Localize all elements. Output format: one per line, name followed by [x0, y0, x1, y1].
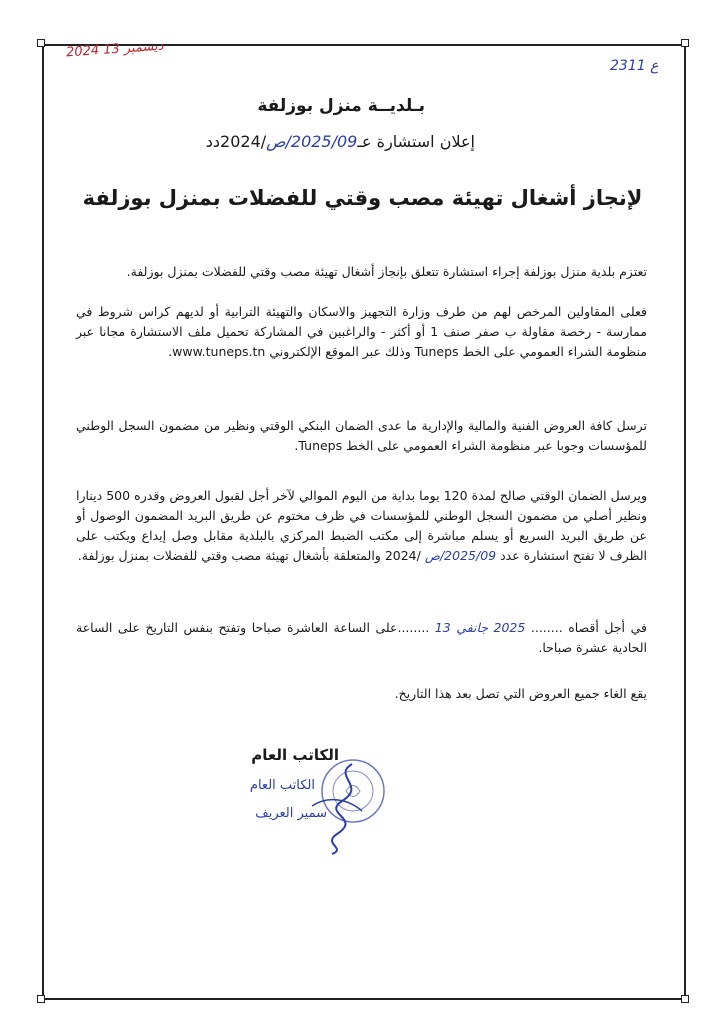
deadline-text-end: ........على الساعة العاشرة صباحا وتفتح بنفس التاريخ على الساعة الحادية عشرة صباحا.: [76, 620, 647, 655]
guarantee-text: ويرسل الضمان الوقتي صالح لمدة 120 يوما بداية من اليوم الموالي لآخر أجل لقبول العروض وقدره 500 دينارا ونظير أصلي من مضمون السجل الوطني للمؤسسات في ظرف مختوم عن طريق البريد المضمون الوصول أو عن طريق البريد السريع أو يسلم مباشرة إلى مكتب الضبط المركزي بالبلدية مقابل وصل إيداع ويكتب على الظرف لا تفتح استشارة عدد: [76, 488, 648, 563]
deadline-handwritten-date: 2025 جانفي 13: [434, 620, 526, 635]
signature-stamp-title: الكاتب العام: [249, 778, 315, 793]
deadline-text: في أجل أقصاه ........: [530, 620, 647, 635]
paragraph-intro: تعتزم بلدية منزل بوزلفة إجراء استشارة تتعلق بإنجاز أشغال تهيئة مصب وقتي للفضلات بمنزل بوزلفة.: [126, 264, 647, 279]
border-corner-tr: [681, 39, 689, 47]
guarantee-text-end: /2024 والمتعلقة بأشغال تهيئة مصب وقتي للفضلات بمنزل بوزلفة.: [77, 548, 421, 563]
paragraph-submission: ترسل كافة العروض الفنية والمالية والإدارية ما عدى الضمان البنكي الوقتي ونظير من مضمون السجل الوطني للمؤسسات وجوبا عبر منظومة الشراء العمومي على الخط Tuneps.: [76, 418, 647, 453]
signature-stamp-name: سمير العريف: [255, 806, 327, 821]
received-date-stamp: 2024 ديسمبر 13: [65, 38, 164, 61]
handwritten-signature-icon: [292, 756, 382, 856]
paragraph-eligibility: فعلى المقاولين المرخص لهم من طرف وزارة التجهيز والاسكان والتهيئة الترابية أو لديهم كراس شروط في ممارسة - رخصة مقاولة ب صفر صنف 1 أو أكثر - والراغبين في المشاركة تحميل ملف الاستشارة مجانا عبر منظومة الشراء العمومي على الخط Tuneps وذلك عبر الموقع الإلكتروني www.tuneps.tn.: [76, 304, 648, 359]
border-corner-tl: [37, 39, 45, 47]
border-corner-br: [681, 995, 689, 1003]
notice-number: [206, 132, 475, 151]
paragraph-guarantee: [76, 486, 647, 566]
guarantee-handwritten-number: 2025/09/ص: [424, 548, 497, 563]
paragraph-deadline: [76, 618, 647, 658]
document-title: لإنجاز أشغال تهيئة مصب وقتي للفضلات بمنزل بوزلفة: [82, 186, 643, 210]
registration-number: 2311 ع: [610, 58, 659, 74]
border-corner-bl: [37, 995, 45, 1003]
signer-title: الكاتب العام: [251, 746, 339, 764]
notice-handwritten-number: 2025/09/ص: [266, 132, 358, 151]
paragraph-cancellation: يقع الغاء جميع العروض التي تصل بعد هذا التاريخ.: [394, 686, 647, 701]
notice-label: إعلان استشارة عـ: [357, 132, 475, 151]
municipality-name: بـلديــة منزل بوزلفة: [257, 96, 425, 116]
notice-year: /2024: [220, 132, 267, 151]
notice-suffix: دد: [205, 132, 221, 151]
